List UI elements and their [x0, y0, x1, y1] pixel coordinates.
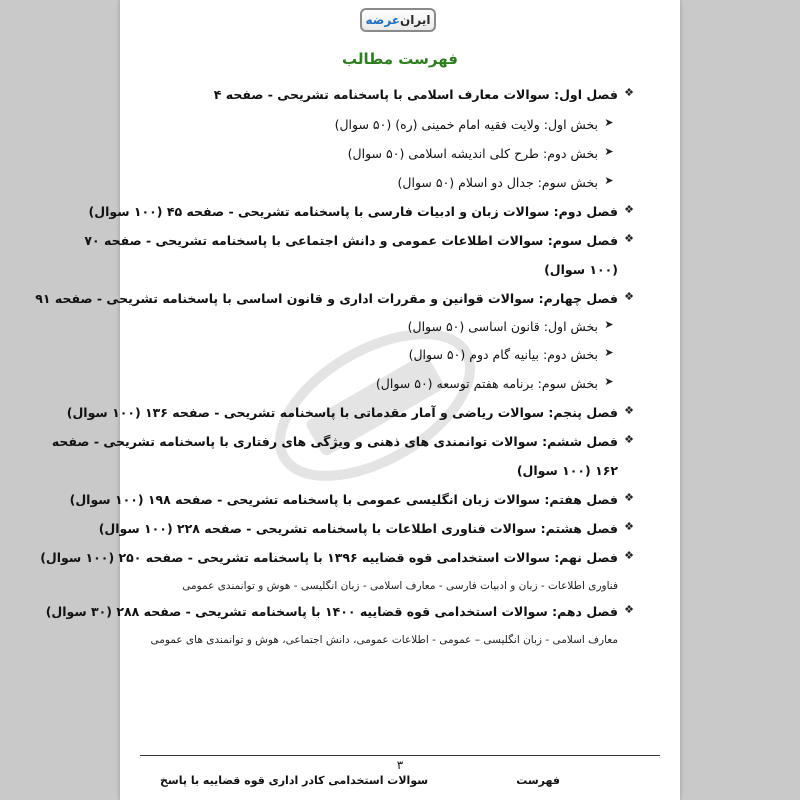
- diamond-bullet-icon: ❖: [624, 203, 634, 216]
- page-number: ۳: [396, 758, 404, 772]
- toc-chapter-10[interactable]: فصل دهم: سوالات استخدامی قوه قضاییه ۱۴۰۰ با پاسخنامه تشریحی - صفحه ۲۸۸ (۳۰ سوال): [45, 604, 618, 619]
- toc-section-1-3[interactable]: بخش سوم: جدال دو اسلام (۵۰ سوال): [397, 175, 598, 190]
- arrowhead-bullet-icon: ➤: [604, 174, 614, 187]
- diamond-bullet-icon: ❖: [624, 290, 634, 303]
- diamond-bullet-icon: ❖: [624, 603, 634, 616]
- diamond-bullet-icon: ❖: [624, 433, 634, 446]
- diamond-bullet-icon: ❖: [624, 86, 634, 99]
- toc-chapter-9[interactable]: فصل نهم: سوالات استخدامی قوه قضاییه ۱۳۹۶ با پاسخنامه تشریحی - صفحه ۲۵۰ (۱۰۰ سوال): [40, 550, 618, 565]
- footer-section-name: فهرست: [516, 774, 560, 787]
- arrowhead-bullet-icon: ➤: [604, 346, 614, 359]
- toc-section-4-3[interactable]: بخش سوم: برنامه هفتم توسعه (۵۰ سوال): [375, 376, 598, 391]
- footer-divider: [140, 755, 660, 756]
- diamond-bullet-icon: ❖: [624, 491, 634, 504]
- toc-chapter-2[interactable]: فصل دوم: سوالات زبان و ادبیات فارسی با پاسخنامه تشریحی - صفحه ۴۵ (۱۰۰ سوال): [88, 204, 618, 219]
- toc-chapter-6[interactable]: فصل ششم: سوالات توانمندی های ذهنی و ویژگی های رفتاری با پاسخنامه تشریحی - صفحه: [51, 434, 618, 449]
- toc-section-1-1[interactable]: بخش اول: ولایت فقیه امام خمینی (ره) (۵۰ سوال): [334, 117, 598, 132]
- toc-section-4-1[interactable]: بخش اول: قانون اساسی (۵۰ سوال): [407, 319, 598, 334]
- toc-chapter-1[interactable]: فصل اول: سوالات معارف اسلامی با پاسخنامه تشریحی - صفحه ۴: [213, 87, 618, 102]
- document-page: [35, 0, 680, 800]
- toc-section-4-2[interactable]: بخش دوم: بیانیه گام دوم (۵۰ سوال): [408, 347, 598, 362]
- toc-section-1-2[interactable]: بخش دوم: طرح کلی اندیشه اسلامی (۵۰ سوال): [347, 146, 598, 161]
- page-title: فهرست مطالب: [342, 50, 458, 68]
- diamond-bullet-icon: ❖: [624, 549, 634, 562]
- toc-chapter-3-continued: (۱۰۰ سوال): [544, 262, 618, 277]
- toc-chapter-9-topics: فناوری اطلاعات - زبان و ادبیات فارسی - معارف اسلامی - زبان انگلیسی - هوش و توانمندی عمومی: [182, 580, 618, 592]
- diamond-bullet-icon: ❖: [624, 232, 634, 245]
- logo-text-accent: عرضه: [365, 13, 401, 27]
- logo-text-main: ایران: [400, 13, 431, 27]
- toc-chapter-5[interactable]: فصل پنجم: سوالات ریاضی و آمار مقدماتی با پاسخنامه تشریحی - صفحه ۱۳۶ (۱۰۰ سوال): [66, 405, 618, 420]
- toc-chapter-4[interactable]: فصل چهارم: سوالات قوانین و مقررات اداری و قانون اساسی با پاسخنامه تشریحی - صفحه ۹۱: [35, 291, 618, 306]
- arrowhead-bullet-icon: ➤: [604, 318, 614, 331]
- footer-book-title: سوالات استخدامی کادر اداری قوه قضاییه با پاسخ: [160, 774, 429, 787]
- table-of-contents: [35, 0, 680, 800]
- toc-chapter-3[interactable]: فصل سوم: سوالات اطلاعات عمومی و دانش اجتماعی با پاسخنامه تشریحی - صفحه ۷۰: [84, 233, 618, 248]
- diamond-bullet-icon: ❖: [624, 520, 634, 533]
- arrowhead-bullet-icon: ➤: [604, 145, 614, 158]
- arrowhead-bullet-icon: ➤: [604, 375, 614, 388]
- diamond-bullet-icon: ❖: [624, 404, 634, 417]
- arrowhead-bullet-icon: ➤: [604, 116, 614, 129]
- toc-chapter-8[interactable]: فصل هشتم: سوالات فناوری اطلاعات با پاسخنامه تشریحی - صفحه ۲۲۸ (۱۰۰ سوال): [98, 521, 618, 536]
- toc-chapter-7[interactable]: فصل هفتم: سوالات زبان انگلیسی عمومی با پاسخنامه تشریحی - صفحه ۱۹۸ (۱۰۰ سوال): [69, 492, 618, 507]
- toc-chapter-10-topics: معارف اسلامی - زبان انگلیسی – عمومی - اطلاعات عمومی، دانش اجتماعی، هوش و توانمندی های عمومی: [150, 634, 618, 646]
- toc-chapter-6-continued: ۱۶۲ (۱۰۰ سوال): [516, 463, 618, 478]
